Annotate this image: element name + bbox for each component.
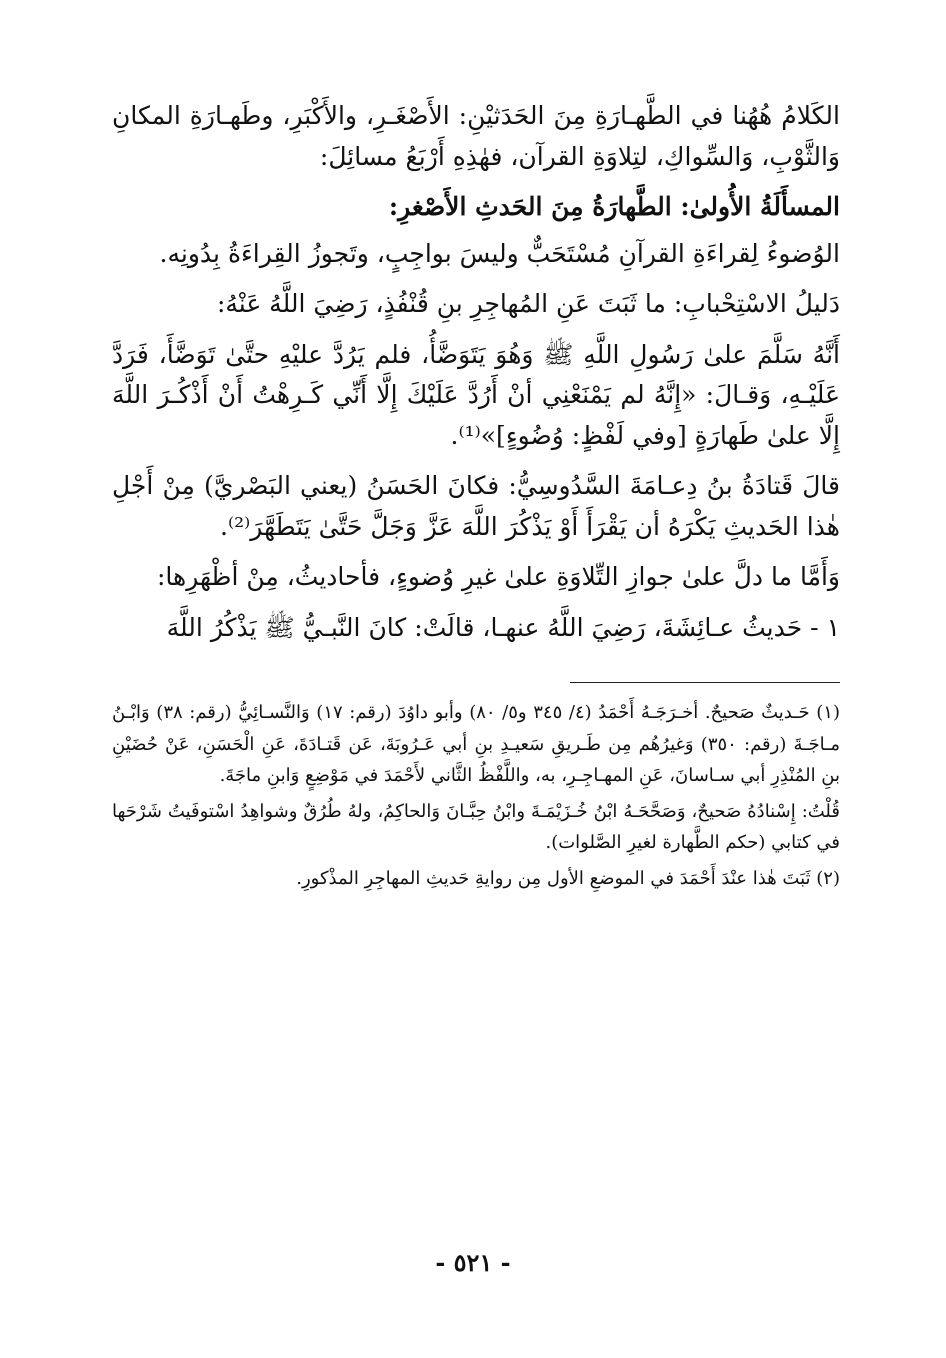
paragraph-aisha-hadith: ١ - حَديثُ عـائِشَةَ، رَضِيَ اللَّهُ عنهـا، قالَتْ: كانَ النَّبـيُّ ﷺ يَذْكُرُ اللَّهَ bbox=[166, 612, 840, 642]
footnote-1-comment: قُلْتُ: إِسْنادُهُ صَحيحٌ، وَصَحَّحَـهُ ابْنُ خُـزَيْمَـةَ وابْنُ حِبَّـانَ وَالحاكِمُ، ولهُ طُرُقٌ وشواهِدُ اسْتوفَيتُ شَرْحَها في كتابي (حكم الطَّهارة لغيرِ الصَّلوات). bbox=[112, 800, 840, 853]
paragraph-evidence-intro: دَليلُ الاسْتِحْبابِ: ما ثَبَتَ عَنِ المُهاجِرِ بنِ قُنْفُذٍ، رَضِيَ اللَّهُ عَنْهُ: bbox=[216, 289, 840, 318]
paragraph-wudu-ruling: الوُضوءُ لِقراءَةِ القرآنِ مُسْتَحَبٌّ وليسَ بواجِبٍ، وتَجوزُ القِراءَةُ بِدُونِه. bbox=[159, 238, 840, 268]
section-heading: المسأَلَةُ الأُولىٰ: الطَّهارَةُ مِنَ الحَدثِ الأَصْغرِ: bbox=[388, 192, 840, 221]
intro-paragraph: الكَلامُ هُهُنا في الطَّهـارَةِ مِنَ الحَدَثيْنِ: الأَصْغَـرِ، والأَكْبَرِ، وطَهـارَةِ المكانِ وَالثَّوْبِ، وَالسِّواكِ، لتِلاوَةِ القرآن، فهٰذِهِ أَرْبَعُ مسائِلَ: bbox=[112, 101, 840, 171]
footnote-2: (٢) ثَبَتَ هٰذا عنْدَ أَحْمَدَ في الموضعِ الأول مِن روايةِ حَديثِ المهاجِرِ المذْكورِ. bbox=[296, 867, 840, 889]
footnote-separator bbox=[570, 682, 840, 683]
paragraph-permissibility-intro: وَأَمَّا ما دلَّ علىٰ جوازِ التِّلاوَةِ علىٰ غيرِ وُضوءٍ، فأحاديثُ، مِنْ أظْهَرِها: bbox=[157, 562, 840, 591]
paragraph-qatada-quote: قالَ قَتادَةُ بنُ دِعـامَةَ السَّدُوسِيُّ: فكانَ الحَسَنُ (يعني البَصْريَّ) مِنْ أَجْلِ هٰذا الحَديثِ يَكْرَهُ أن يَقْرَأَ أَوْ يَذْكُرَ اللَّهَ عَزَّ وَجَلَّ حَتَّىٰ يَتَطَهَّرَ⁽²⁾. bbox=[112, 471, 840, 541]
page-number: - ٥٢١ - bbox=[435, 1248, 511, 1277]
footnote-1: (١) حَـديثٌ صَحيحٌ. أخـرَجَـهُ أَحْمَدُ (٤/ ٣٤٥ و٥/ ٨٠) وأبو داوُدَ (رقم: ١٧) وَالنَّسـائِيُّ (رقم: ٣٨) وَابْـنُ مـاجَـةَ (رقم: ٣٥٠) وَغيرُهُم مِن طَـريقِ سَعيـدِ بنِ أبي عَـرُوبَةَ، عَن قَتـادَةَ، عَنِ الْحَسَنِ، عَنْ حُضَيْنِ بنِ المُنْذِرِ أبي سـاسانَ، عَنِ المهـاجِـرِ، به، واللَّفْظُ الثَّاني لأَحْمَدَ في مَوْضِعٍ وَابنِ ماجَةَ. bbox=[112, 702, 840, 786]
page-content bbox=[112, 96, 840, 1296]
paragraph-hadith-text: أَنَّهُ سَلَّمَ علىٰ رَسُولِ اللَّهِ ﷺ وَهُوَ يَتَوَضَّأُ، فلم يَرُدَّ عليْهِ حتَّىٰ تَوَضَّأَ، فَرَدَّ عَلَيْـهِ، وَقـالَ: «إِنَّهُ لم يَمْنَعْنِي أنْ أَرُدَّ عَلَيْكَ إِلَّا أَنِّي كَـرِهْتُ أَنْ أَذْكُـرَ اللَّهَ إِلَّا علىٰ طَهارَةٍ [وفي لَفْظٍ: وُضُوءٍ]»⁽¹⁾. bbox=[112, 339, 840, 450]
